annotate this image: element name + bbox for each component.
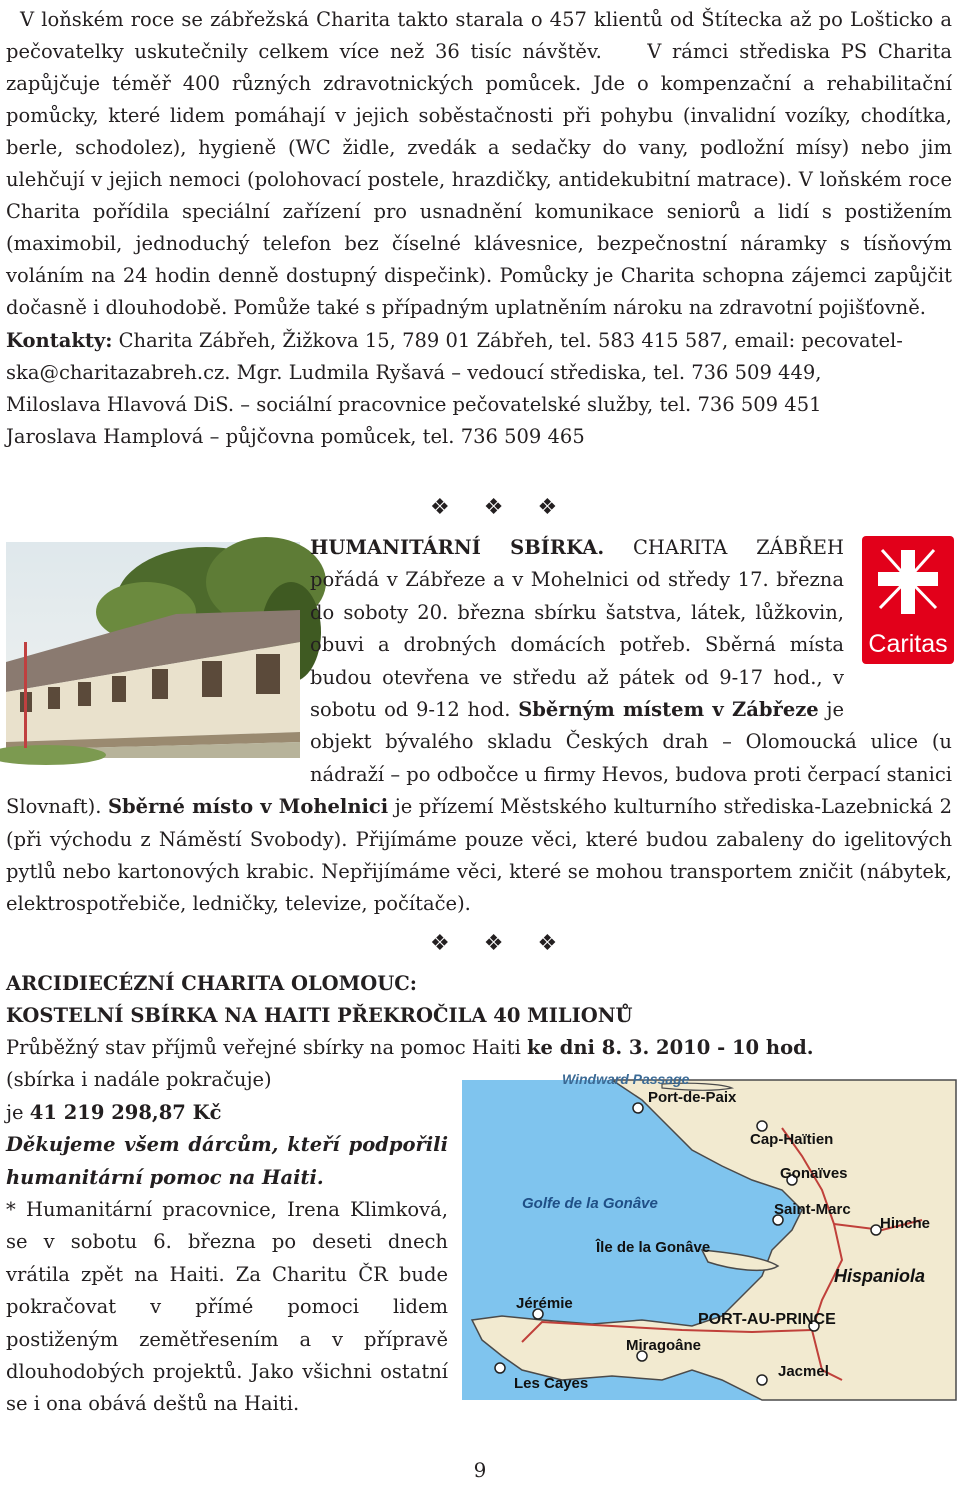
divider-ornament-icon: ❖: [483, 931, 526, 956]
page-number: 9: [473, 1458, 487, 1482]
divider-ornament-icon: ❖: [537, 931, 580, 956]
caritas-logo-text: Caritas: [868, 630, 948, 658]
sbirka-text-2: je objekt bývalého skladu Českých drah – Olomoucká ulice (u nádraží – po odbočce u firmy Hevos, budova proti čerpací stanici Slovnaft).: [6, 698, 952, 819]
contacts-line-4: Jaroslava Hamplová – půjčovna pomůcek, tel. 736 509 465: [6, 425, 585, 448]
haiti-title-1: ARCIDIECÉZNÍ CHARITA OLOMOUC:: [6, 972, 417, 995]
sbirka-section: [6, 532, 952, 921]
map-label-hispaniola: Hispaniola: [834, 1266, 926, 1286]
haiti-note: * Humanitární pracovnice, Irena Klimková, se v sobotu 6. března po deseti dnech vrátila zpět na Haiti. Za Charitu ČR bude pokračovat v přímé pomoci lidem postiženým zemětřesením a v přípravě dlouhodobých projektů. Jako všichni ostatní se i ona obává deštů na Haiti.: [6, 1198, 448, 1416]
contacts-line-1: [6, 325, 952, 357]
contacts-label: Kontakty:: [6, 329, 113, 352]
haiti-continues: (sbírka i nadále pokračuje): [6, 1068, 272, 1092]
sbirka-text-3: je přízemí Městského kulturního střediska-Lazebnická 2 (při východu z Náměstí Svobody). Přijímáme pouze věci, které budou zabaleny do igelitových pytlů nebo kartonových krabic. Nepřijímáme věci, které se mohou transportem zničit (nábytek, elektrospotřebiče, ledničky, televize, počítače).: [6, 795, 953, 916]
sbirka-bold-2: Sběrné místo v Mohelnici: [107, 795, 389, 819]
haiti-amount-prefix: je: [6, 1100, 24, 1124]
intro-section: [6, 4, 952, 453]
intro-text-2: V rámci střediska PS Charita zapůjčuje téměř 400 různých zdravotnických pomůcek. Jde o kompenzační a rehabilitační pomůcky, které lidem pomáhají v jejich soběstačnosti při pohybu (invalidní vozíky, chodítka, berle, schodolez), hygieně (WC židle, zvedák a sedačky do vany, podložní mísy) nebo jim ulehčují v jejich nemoci (polohovací postele, hrazdičky, antidekubitní matrace). V loňském roce Charita pořídila speciální zařízení pro usnadnění komunikace seniorů a lidí s postižením (maximobil, jednoduchý telefon bez číselné klávesnice, bezpečnostní náramky s tísňovým voláním na 24 hodin denně dostupný dispečink). Pomůcky je Charita schopna zájemci zapůjčit dočasně i dlouhodobě. Pomůže také s případným uplatněním nároku na zdravotní pojišťovně.: [6, 40, 953, 319]
divider-ornament-icon: ❖: [430, 495, 472, 520]
haiti-map-image: [462, 1071, 956, 1400]
sbirka-text-1: CHARITA ZÁBŘEH pořádá v Zábřeze a v Mohelnici od středy 17. března do soboty 20. března sbírku šatstva, látek, lůžkovin, obuvi a drobných domácích potřeb. Sběrná místa budou otevřena ve středu až pátek od 9-17 hod., v sobotu od 9-12 hod.: [310, 536, 845, 722]
intro-text-1: V loňském roce se zábřežská Charita takto starala o 457 klientů od Štítecka až po Lošticko a pečovatelky uskutečnily celkem více než 36 tisíc návštěv.: [6, 8, 952, 63]
haiti-thanks: Děkujeme všem dárcům, kteří podpořili humanitární pomoc na Haiti.: [6, 1133, 448, 1189]
map-label-jeremie: Jérémie: [516, 1295, 573, 1312]
map-label-hinche: Hinche: [880, 1215, 931, 1232]
divider-2: [6, 926, 966, 962]
haiti-title-2: KOSTELNÍ SBÍRKA NA HAITI PŘEKROČILA 40 MILIONŮ: [6, 1004, 633, 1027]
map-label-saint-marc: Saint-Marc: [774, 1201, 851, 1218]
map-label-port-au-prince: PORT-AU-PRINCE: [698, 1311, 836, 1328]
map-label-windward: Windward Passage: [562, 1071, 690, 1087]
haiti-map: [462, 1071, 956, 1400]
sbirka-heading: HUMANITÁRNÍ SBÍRKA.: [310, 536, 605, 559]
haiti-status-text: Průběžný stav příjmů veřejné sbírky na pomoc Haiti: [6, 1036, 521, 1059]
haiti-amount-line: [6, 1097, 448, 1129]
map-label-golfe: Golfe de la Gonâve: [522, 1195, 658, 1212]
map-label-les-cayes: Les Cayes: [514, 1375, 589, 1392]
map-label-port-de-paix: Port-de-Paix: [648, 1089, 737, 1106]
contacts-line-3: Miloslava Hlavová DiS. – sociální pracovnice pečovatelské služby, tel. 736 509 451: [6, 393, 822, 416]
divider-ornament-icon: ❖: [537, 495, 580, 520]
contacts-line-1-text: Charita Zábřeh, Žižkova 15, 789 01 Zábřeh, tel. 583 415 587, email: pecovatel-: [118, 329, 903, 352]
map-label-cap-haitien: Cap-Haïtien: [750, 1131, 834, 1148]
haiti-status-date: ke dni 8. 3. 2010 - 10 hod.: [527, 1036, 814, 1059]
haiti-amount: 41 219 298,87 Kč: [29, 1100, 222, 1124]
divider-1: [6, 490, 966, 526]
sbirka-bold-1: Sběrným místem v Zábřeze: [518, 698, 819, 722]
map-label-jacmel: Jacmel: [778, 1363, 829, 1380]
map-label-miragoane: Miragoâne: [626, 1337, 702, 1354]
contacts-line-2: ska@charitazabreh.cz. Mgr. Ludmila Ryšavá – vedoucí střediska, tel. 736 509 449,: [6, 361, 822, 384]
map-label-ile-gonave: Île de la Gonâve: [596, 1239, 711, 1256]
haiti-status: [6, 1032, 952, 1064]
divider-ornament-icon: ❖: [483, 495, 526, 520]
haiti-left-column: [6, 1064, 448, 1420]
contacts: [6, 325, 952, 453]
divider-ornament-icon: ❖: [430, 931, 472, 956]
intro-paragraph: [6, 4, 952, 324]
map-label-gonaives: Gonaïves: [780, 1165, 848, 1182]
